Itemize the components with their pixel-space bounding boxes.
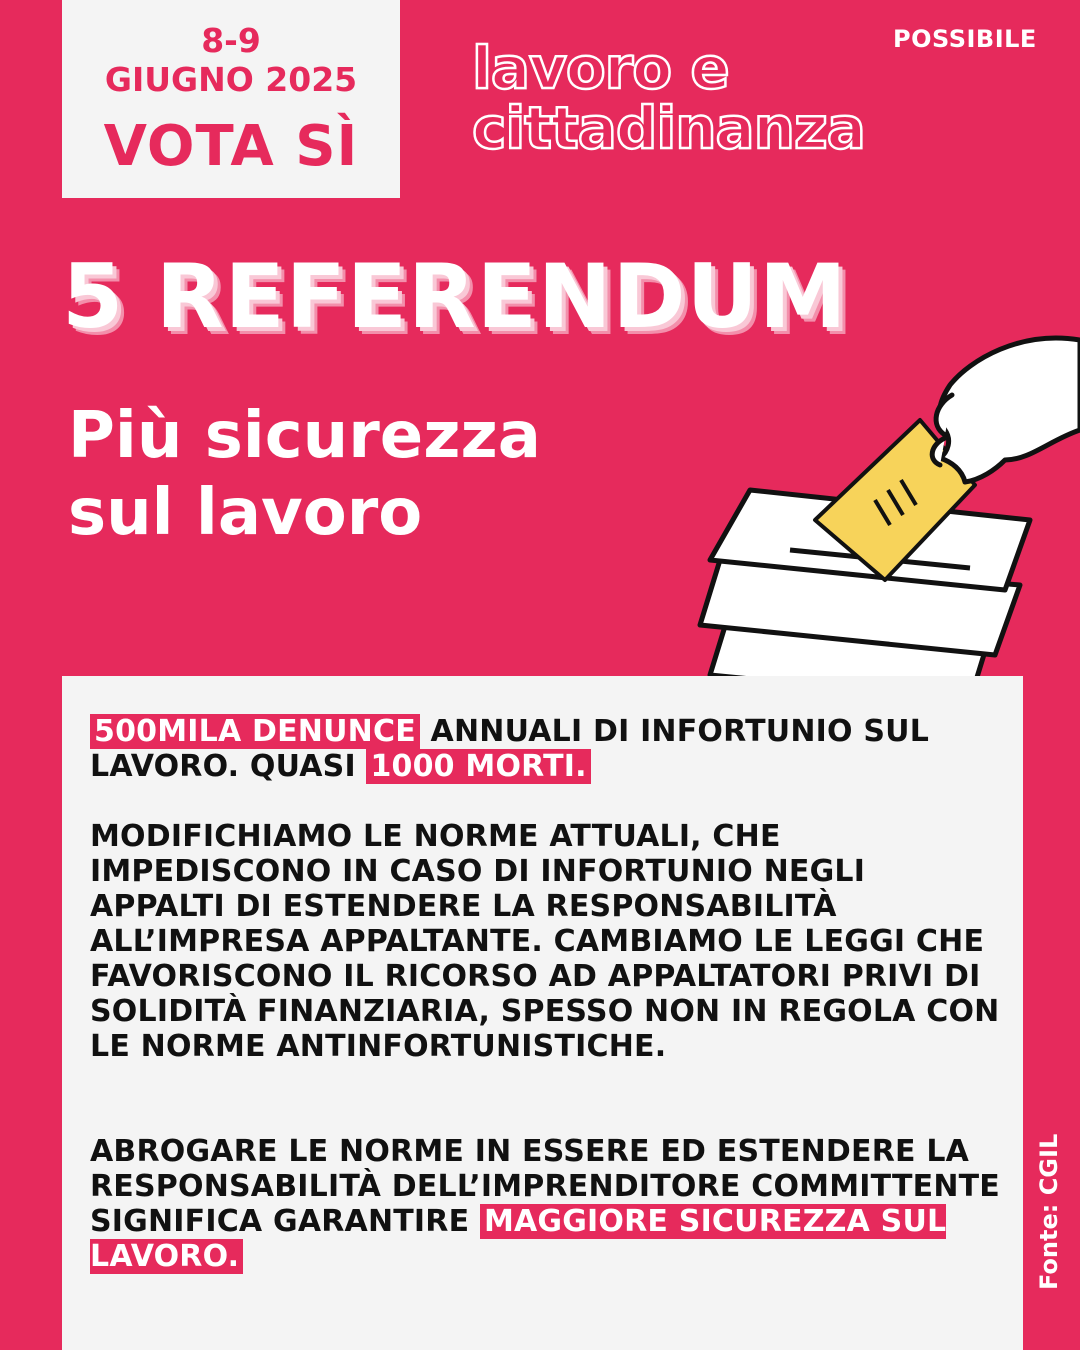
abrogare-text: ABROGARE LE NORME IN ESSERE ED ESTENDERE LA RESPONSABILITÀ DELL’IMPRENDITORE COMMITTENTE SIGNIFICA GARANTIRE (90, 1134, 1000, 1239)
ballot-box-icon (690, 320, 1080, 710)
date-box (62, 0, 400, 198)
vote-month-year: GIUGNO 2025 (104, 60, 358, 99)
source-credit: Fonte: CGIL (1035, 1133, 1063, 1290)
subtitle: Più sicurezza sul lavoro (68, 399, 541, 550)
possibile-logo: POSSIBILE (893, 25, 1037, 53)
hand-icon (932, 338, 1080, 482)
headline: 5 REFERENDUM (62, 245, 848, 348)
vote-days: 8-9 (201, 21, 261, 60)
info-card (62, 676, 1023, 1350)
highlight-denunce: 500MILA DENUNCE (90, 714, 420, 749)
highlight-sicurezza: MAGGIORE SICUREZZA SUL LAVORO. (90, 1204, 947, 1274)
highlight-morti: 1000 MORTI. (366, 749, 590, 784)
paragraph-stats (90, 714, 1000, 784)
topic-line-2: cittadinanza (472, 94, 865, 162)
paragraph-norme: MODIFICHIAMO LE NORME ATTUALI, CHE IMPEDISCONO IN CASO DI INFORTUNIO NEGLI APPALTI DI ESTENDERE LA RESPONSABILITÀ ALL’IMPRESA APPALTANTE. CAMBIAMO LE LEGGI CHE FAVORISCONO IL RICORSO AD APPALTATORI PRIVI DI SOLIDITÀ FINANZIARIA, SPESSO NON IN REGOLA CON LE NORME ANTINFORTUNISTICHE. (90, 819, 1000, 1064)
vote-cta: VOTA SÌ (103, 114, 359, 179)
stats-text: ANNUALI DI INFORTUNIO SUL LAVORO. QUASI (90, 714, 930, 784)
topic-line-1: lavoro e (472, 34, 729, 102)
topic-title (472, 34, 865, 162)
paragraph-abrogare (90, 1134, 1000, 1274)
